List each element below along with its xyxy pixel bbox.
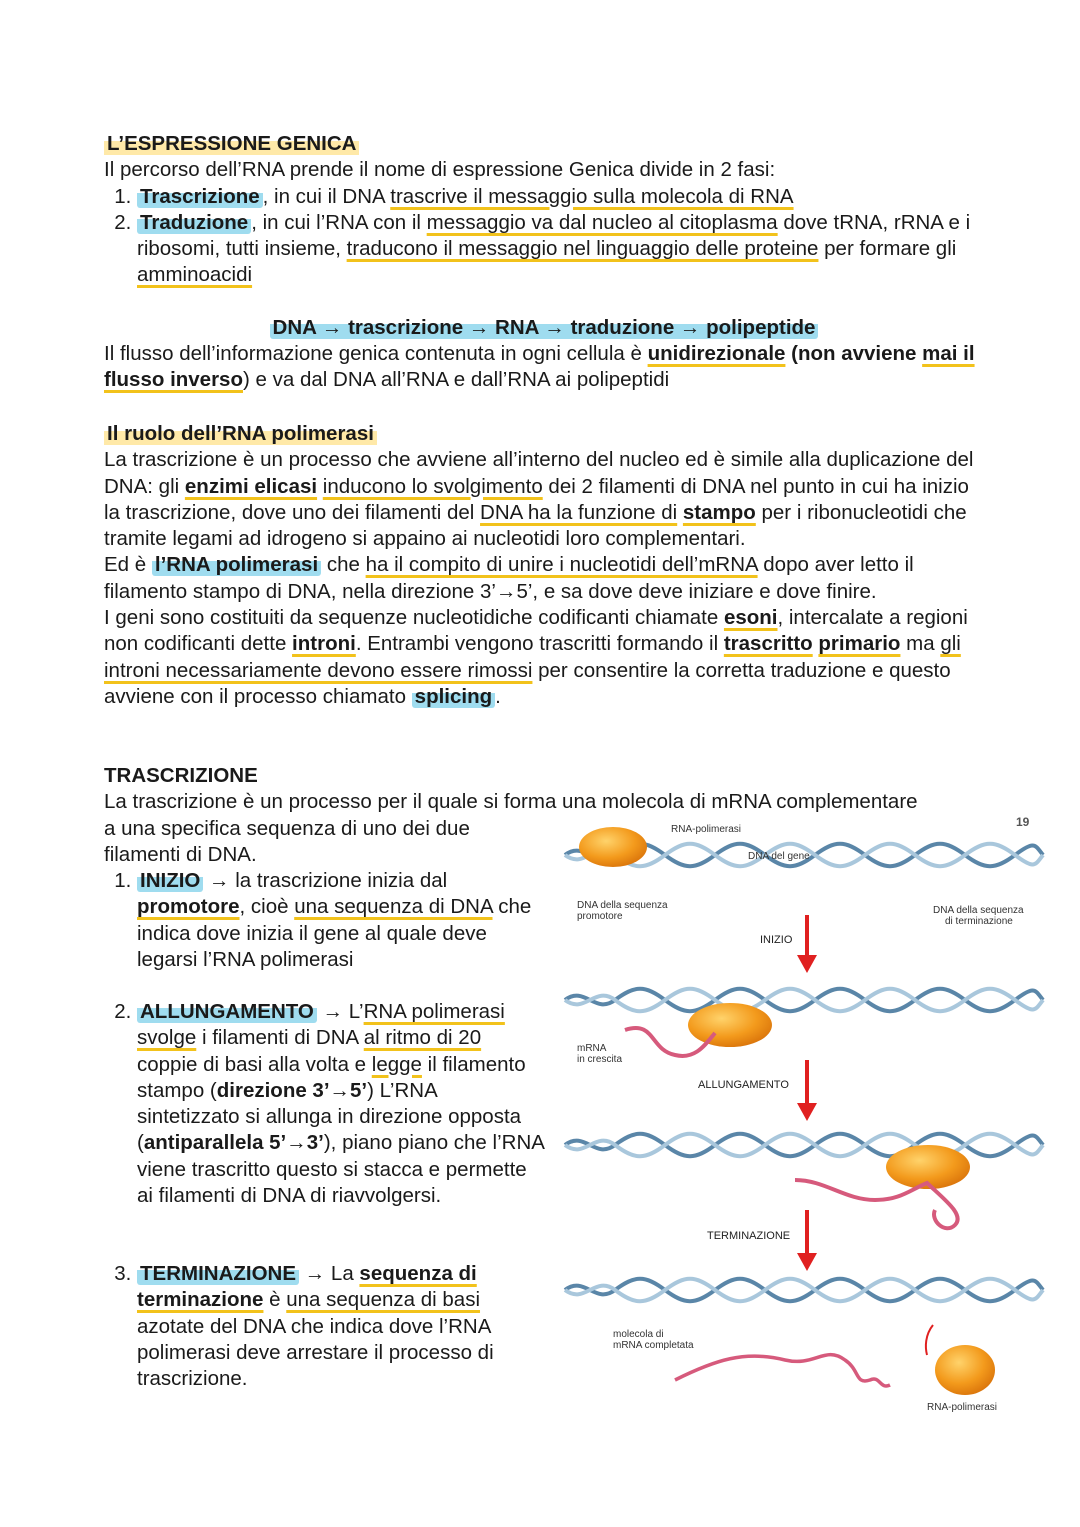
paragraph: La trascrizione è un processo che avviene all’interno del nucleo ed è simile alla duplicazione del DNA: gli enzimi elicasi inducono lo svolgimento dei 2 filamenti di DNA nel punto in cui ha inizio la trascrizione, dove uno dei filamenti del DNA ha la funzione di stampo per i ribonucleotidi che tramite legami ad idrogeno si appaino ai nucleotidi loro complementari. xyxy=(104,448,974,551)
rna-polymerase-enzyme xyxy=(935,1345,995,1395)
label-inizio: INIZIO xyxy=(760,934,793,946)
section-trascrizione xyxy=(104,763,1004,816)
label-termination-seq: DNA della sequenza xyxy=(933,905,1024,916)
dna-helix xyxy=(565,989,1043,1012)
intro-text: Il percorso dell’RNA prende il nome di espressione Genica divide in 2 fasi: xyxy=(104,158,776,182)
section-title: L’ESPRESSIONE GENICA xyxy=(104,132,359,155)
list-item: 2. Traduzione , in cui l’RNA con il messaggio va dal nucleo al citoplasma dove tRNA, rRNA e i ribosomi, tutti insieme, traducono il messaggio nel linguaggio delle proteine per formare gli amminoacidi xyxy=(137,210,984,289)
steps-list-2 xyxy=(104,999,544,1209)
section-espressione-genica xyxy=(104,131,984,394)
phases-list xyxy=(104,184,984,289)
steps-list-3 xyxy=(104,1261,544,1392)
label-rna-polimerasi-end: RNA-polimerasi xyxy=(927,1402,998,1413)
label-mrna-completed-2: mRNA completata xyxy=(613,1340,694,1351)
mrna-strand-complete xyxy=(675,1355,890,1386)
label-rna-polimerasi: RNA-polimerasi xyxy=(671,824,742,835)
rna-polymerase-enzyme xyxy=(579,827,647,867)
flow-formula: DNA → trascrizione → RNA → traduzione → polipeptide xyxy=(270,316,819,339)
paragraph: I geni sono costituiti da sequenze nucleotidiche codificanti chiamate esoni, intercalate a regioni non codificanti dette introni. Entrambi vengono trascritti formando il trascritto primario ma gli introni necessariamente devono essere rimossi per consentire la corretta traduzione e questo avviene con il processo chiamato splicing . xyxy=(104,606,968,708)
trascrizione-intro-cont: a una specifica sequenza di uno dei due filamenti di DNA. xyxy=(104,817,470,867)
label-mrna-2: in crescita xyxy=(577,1054,623,1065)
label-dna-gene: DNA del gene xyxy=(748,851,810,862)
label-promoter-2: promotore xyxy=(577,911,623,922)
arrow-down-icon xyxy=(797,915,817,973)
label-termination-seq-2: di terminazione xyxy=(945,916,1013,927)
section-rna-polimerasi xyxy=(104,421,984,710)
label-mrna: mRNA xyxy=(577,1043,607,1054)
paragraph: Ed è l’RNA polimerasi che ha il compito di unire i nucleotidi dell’mRNA dopo aver letto il filamento stampo di DNA, nella direzione 3’→5’, e sa dove deve iniziare e dove finire. xyxy=(104,553,914,603)
step-terminazione: 3. TERMINAZIONE → La sequenza di terminazione è una sequenza di basi azotate del DNA che indica dove l’RNA polimerasi deve arrestare il processo di trascrizione. xyxy=(137,1261,544,1392)
page-number: 19 xyxy=(1016,815,1030,829)
intro-text: La trascrizione è un processo per il quale si forma una molecola di mRNA complementare xyxy=(104,790,918,814)
label-allungamento: ALLUNGAMENTO xyxy=(698,1079,789,1091)
release-arrow-icon xyxy=(926,1325,933,1355)
label-promoter: DNA della sequenza xyxy=(577,900,668,911)
label-terminazione: TERMINAZIONE xyxy=(707,1230,791,1242)
section-title: TRASCRIZIONE xyxy=(104,764,258,787)
dna-helix xyxy=(565,1134,1043,1157)
arrow-down-icon xyxy=(797,1210,817,1271)
arrow-down-icon xyxy=(797,1060,817,1121)
transcription-diagram xyxy=(555,815,1055,1415)
list-item: 1. Trascrizione , in cui il DNA trascrive il messaggio sulla molecola di RNA xyxy=(137,184,984,210)
step-inizio: 1. INIZIO → la trascrizione inizia dal promotore, cioè una sequenza di DNA che indica dove inizia il gene al quale deve legarsi l’RNA polimerasi xyxy=(137,868,544,973)
section-title: Il ruolo dell’RNA polimerasi xyxy=(104,422,377,445)
mrna-strand xyxy=(795,1180,958,1228)
dna-helix xyxy=(565,1279,1043,1302)
step-allungamento: 2. ALLUNGAMENTO → L’RNA polimerasi svolge i filamenti di DNA al ritmo di 20 coppie di basi alla volta e legge il filamento stampo (direzione 3’→5’) L’RNA sintetizzato si allunga in direzione opposta (antiparallela 5’→3’), piano piano che l’RNA viene trascritto questo si stacca e permette ai filamenti di DNA di riavvolgersi. xyxy=(137,999,544,1209)
label-mrna-completed: molecola di xyxy=(613,1329,664,1340)
flux-text: Il flusso dell’informazione genica contenuta in ogni cellula è unidirezionale (non avviene mai il flusso inverso) e va dal DNA all’RNA e dall’RNA ai polipeptidi xyxy=(104,342,975,392)
steps-list xyxy=(104,868,544,973)
rna-polymerase-enzyme xyxy=(688,1003,772,1047)
